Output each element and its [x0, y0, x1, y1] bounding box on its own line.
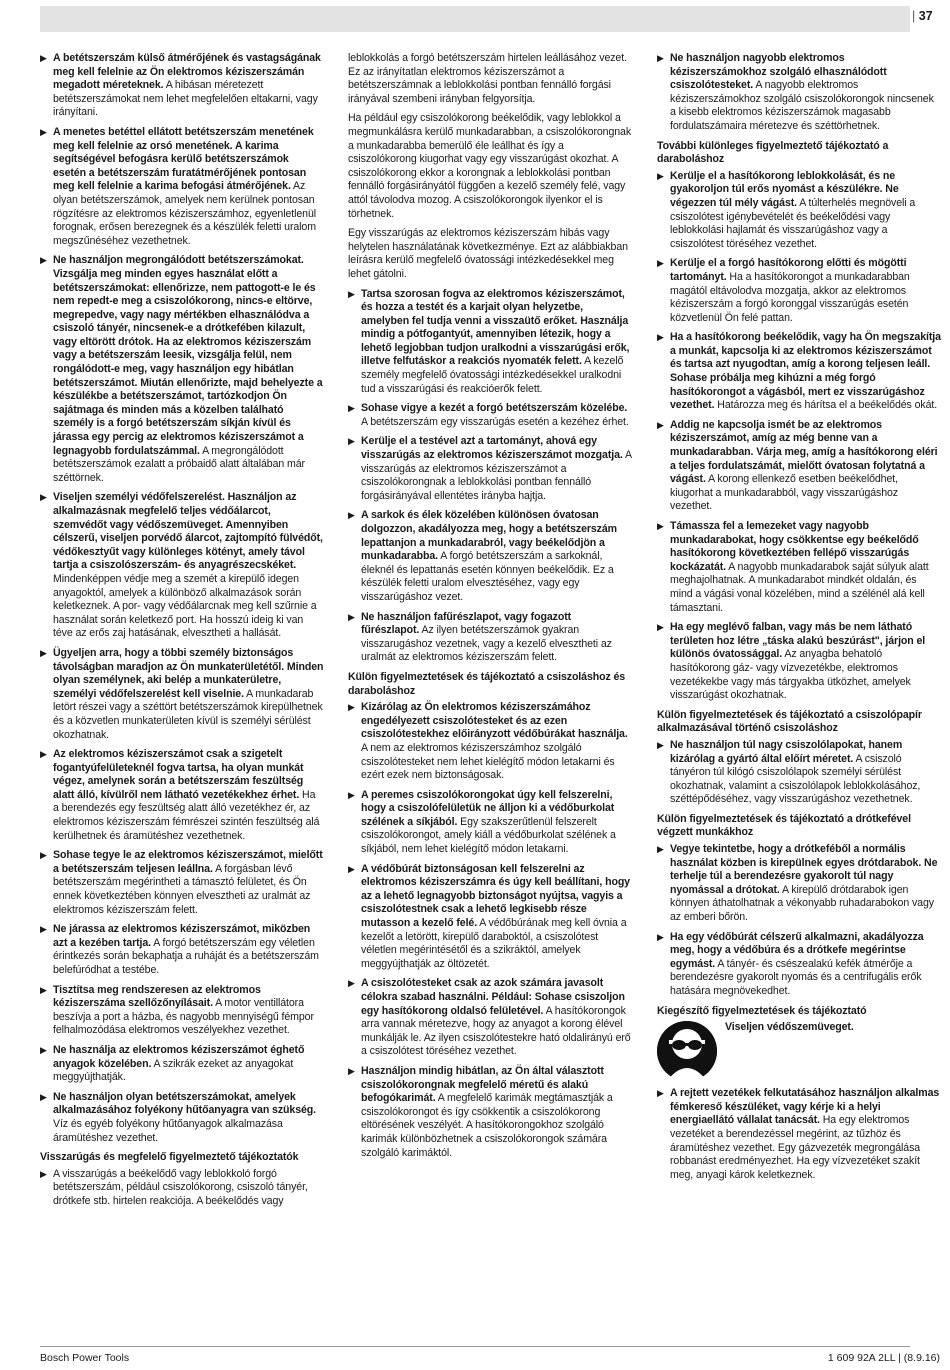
instruction-text: A forgó betétszerszám a sarkoknál, éleknél és lepattanás esetén könnyen beékelődik. Ez a készülék feletti uralom elvesztéséhez, vagy egy visszarúgáshoz vezet.: [361, 550, 614, 603]
triangle-bullet-icon: ▶: [657, 931, 664, 942]
instruction-text: A visszarúgás az elektromos kéziszerszámot a csiszolókorongnak a leblokkolási pontban fennálló forgásirányával ellentétes irányba hajtja.: [361, 449, 632, 502]
triangle-bullet-icon: ▶: [40, 984, 47, 995]
safety-instruction: [40, 1044, 324, 1085]
safety-instruction: [348, 1065, 632, 1160]
triangle-bullet-icon: ▶: [657, 419, 664, 430]
safety-instruction: [657, 52, 941, 134]
triangle-bullet-icon: ▶: [40, 647, 47, 658]
instruction-text: Ha egy elektromos vezetéket a berendezéssel megérint, az tűzhöz és áramütéshez vezethet. Egy gázvezeték megrongálása robbanást eredményezhet. Ha egy vízvezetéket szakít meg, anyagi károk keletkeznek.: [670, 1114, 921, 1181]
triangle-bullet-icon: ▶: [40, 1091, 47, 1102]
instruction-text: Az anyagba behatoló hasítókorong gáz- vagy vízvezetékbe, elektromos vezetékekbe vagy más tárgyakba ütközhet, amelyek visszarúgást okozhatnak.: [670, 648, 911, 702]
triangle-bullet-icon: ▶: [40, 1168, 47, 1179]
triangle-bullet-icon: ▶: [40, 492, 47, 503]
column-1: [40, 52, 324, 1215]
instruction-text: A tányér- és csészealakú kefék átmérője a berendezésre gyakorolt nyomás és a centrifugális erők hatására megnövekedhet.: [670, 957, 922, 997]
instruction-text: Mindenképpen védje meg a szemét a kirepülő idegen anyagoktól, amelyek a különböző alkalmazások során keletkeznek. A por- vagy védőálarcnak meg kell szűrnie a használat során keletkező port. Ha hosszú ideig ki van téve az erős zaj hatásának, elvesztheti a hallását.: [53, 572, 317, 640]
instruction-bold-text: Ha a hasítókorong beékelődik, vagy ha Ön megszakítja a munkát, kapcsolja ki az elektromos kéziszerszámot és tartsa azt nyugodtan, amíg a korong teljesen leáll. Sohase próbálja meg kihúzni a még forgó hasítókorongot a vágásból, mert ez visszarúgáshoz vezethet.: [670, 331, 941, 412]
instruction-text: A megrongálódott betétszerszámok ezalatt a próbaidő alatt általában már széttörnek.: [53, 444, 305, 484]
instruction-bold-text: Kizárólag az Ön elektromos kéziszerszámához engedélyezett csiszolótesteket és az ezen csiszolótestekhez előirányzott védőbúrákat használja.: [361, 701, 628, 741]
instruction-bold-text: A rejtett vezetékek felkutatásához használjon alkalmas fémkereső készüléket, vagy kérje ki a helyi energiaellátó vállalat tanácsát.: [670, 1087, 940, 1127]
safety-instruction: [657, 1087, 941, 1182]
safety-instruction: [40, 984, 324, 1038]
triangle-bullet-icon: ▶: [348, 1065, 355, 1076]
instruction-text: Határozza meg és hárítsa el a beékelődés okát.: [714, 399, 938, 412]
safety-instruction: [657, 170, 941, 252]
instruction-text: A visszarúgás a beékelődő vagy leblokkoló forgó betétszerszám, például csiszolókorong, csiszoló tányér, drótkefe stb. hirtelen reakciója. A beékelődés vagy: [53, 1167, 308, 1207]
instruction-text: Ha a berendezés egy feszültség alatt álló vezetékhez ér, az elektromos kéziszerszám fémrészei szintén feszültség alá kerülhetnek és áramütéshez vezethetnek.: [53, 788, 320, 842]
triangle-bullet-icon: ▶: [657, 844, 664, 855]
triangle-bullet-icon: ▶: [40, 850, 47, 861]
triangle-bullet-icon: ▶: [40, 255, 47, 266]
safety-instruction: [348, 611, 632, 665]
instruction-bold-text: Ne használja az elektromos kéziszerszámot éghető anyagok közelében.: [53, 1043, 305, 1070]
instruction-text: A forgó betétszerszám egy véletlen érintkezés során bekaphatja a ruháját és a betétszerszám belefúródhat a testébe.: [53, 936, 319, 976]
instruction-bold-text: A peremes csiszolókorongokat úgy kell felszerelni, hogy a csiszolófelületük ne álljon ki a védőburkolat szélének a síkjából.: [361, 788, 615, 828]
triangle-bullet-icon: ▶: [348, 611, 355, 622]
triangle-bullet-icon: ▶: [657, 739, 664, 750]
triangle-bullet-icon: ▶: [657, 170, 664, 181]
instruction-text: A betétszerszám egy visszarúgás esetén a kezéhez érhet.: [361, 415, 629, 428]
safety-instruction: [40, 849, 324, 917]
instruction-text: A motor ventillátora beszívja a port a házba, és nagyobb mennyiségű fémpor felhalmozódása elektromos veszélyekhez vezethet.: [53, 997, 314, 1037]
triangle-bullet-icon: ▶: [348, 863, 355, 874]
instruction-bold-text: Ha egy védőbúrát célszerű alkalmazni, akadályozza meg, hogy a védőbúra és a drótkefe megérintse egymást.: [670, 930, 924, 970]
section-heading: Külön figyelmeztetések és tájékoztató a csiszoláshoz és daraboláshoz: [348, 670, 626, 697]
safety-instruction: [657, 739, 941, 807]
safety-instruction: [657, 931, 941, 999]
header-bar: [40, 6, 910, 32]
triangle-bullet-icon: ▶: [348, 510, 355, 521]
instruction-bold-text: Ne használjon fafűrészlapot, vagy fogazott fűrészlapot.: [361, 610, 572, 637]
instruction-text: A nagyobb munkadarabok saját súlyuk alatt meghajolhatnak. A munkadarabot mindkét oldalán, és mind a vágási vonal közelében, mind a szélénél alá kell támasztani.: [670, 560, 929, 614]
instruction-bold-text: Kerülje el a forgó hasítókorong előtti és mögötti tartományt.: [670, 257, 907, 283]
instruction-text: A megfelelő karimák megtámasztják a csiszolókorongot és így csökkentik a csiszolókorong eltörésének veszélyét. A hasítókorongokhoz szolgáló karimák különbözhetnek a csiszolókorongok számára szolgáló karimáktól.: [361, 1092, 613, 1159]
safety-instruction: [348, 701, 632, 783]
safety-instruction: [40, 254, 324, 485]
instruction-bold-text: A csiszolótesteket csak az azok számára javasolt célokra szabad használni. Például: Sohase csiszoljon egy hasítókorong oldalsó felületével.: [361, 977, 625, 1017]
safety-instruction: [348, 863, 632, 972]
instruction-bold-text: Tartsa szorosan fogva az elektromos kéziszerszámot, és hozza a testét és a karjait olyan helyzetbe, amelyben fel tudja venni a visszaütő erőket. Használja mindig a pótfogantyút, amennyiben létezik, hogy a lehető legjobban tudjon uralkodni a visszarúgási erők, illetve felfutáskor a reakciós nyomaték felett.: [361, 287, 630, 368]
triangle-bullet-icon: ▶: [348, 789, 355, 800]
instruction-bold-text: Sohase vigye a kezét a forgó betétszerszám közelébe.: [361, 402, 628, 415]
instruction-text: A nagyobb elektromos kéziszerszámokhoz szolgáló csiszolókorongok nincsenek a kisebb elektromos kéziszerszámok magasabb fordulatszámaira méretezve és széttörhetnek.: [670, 79, 934, 132]
footer-divider: [40, 1346, 910, 1347]
section-heading: Visszarúgás és megfelelő figyelmeztető tájékoztatók: [40, 1151, 299, 1164]
safety-instruction: [657, 621, 941, 703]
instruction-bold-text: Ne használjon megrongálódott betétszerszámokat. Vizsgálja meg minden egyes használat előtt a betétszerszámokat: ellenőrizze, nem pattogott-e le és nem repedt-e meg a csiszolókorong, nincs-e eltörve, megrepedve, vagy nagy mértékben elhasználódva a csiszoló tányér, nincsenek-e a drótkefében kilazult, vagy eltörött drótok. Ha az elektromos kéziszerszám vagy a betétszerszám leesik, vizsgálja felül, nem rongálódott-e meg, vagy használjon egy hibátlan betétszerszámot. Miután ellenőrizte, majd behelyezte a készülékbe a betétszerszámot, tartózkodjon Ön sajátmaga és minden más a közelben található személy is a forgó betétszerszám síkján kívül és járassa egy percig az elektromos kéziszerszámot a legnagyobb fordulatszámmal.: [53, 254, 323, 457]
triangle-bullet-icon: ▶: [40, 1044, 47, 1055]
triangle-bullet-icon: ▶: [657, 53, 664, 63]
instruction-bold-text: Ügyeljen arra, hogy a többi személy biztonságos távolságban maradjon az Ön munkaterületétől. Minden olyan személynek, aki belép a munkaterületre, személyi védőfelszerelést kell viselnie.: [53, 646, 324, 700]
safety-instruction: [657, 419, 941, 514]
triangle-bullet-icon: ▶: [348, 978, 355, 989]
triangle-bullet-icon: ▶: [348, 403, 355, 414]
instruction-bold-text: Ha egy meglévő falban, vagy más be nem látható területen hoz létre „táska alakú beszúrást", járjon el különös óvatossággal.: [670, 621, 926, 661]
goggles-warning-text: Viseljen védőszemüveget.: [725, 1021, 854, 1034]
instruction-bold-text: A sarkok és élek közelében különösen óvatosan dolgozzon, akadályozza meg, hogy a betétszerszám lepattanjon a munkadarabról, vagy beékelődjön a munkadarabba.: [361, 509, 617, 563]
triangle-bullet-icon: ▶: [657, 521, 664, 531]
instruction-text: A hasítókorongok arra vannak méretezve, hogy az anyagot a korong élével munkálják le. Az ilyen csiszolótestekre ható oldalirányú erő a csiszolótest töréséhez vezethet.: [361, 1004, 631, 1058]
instruction-text: Az ilyen betétszerszámok gyakran visszarugáshoz vezetnek, vagy a kezelő elvesztheti az uralmát az elektromos kéziszerszám felett.: [361, 624, 612, 664]
page-number: | 37: [912, 9, 933, 23]
triangle-bullet-icon: ▶: [657, 258, 664, 269]
instruction-text: Víz és egyéb folyékony hűtőanyagok alkalmazása áramütéshez vezethet.: [53, 1117, 283, 1144]
triangle-bullet-icon: ▶: [348, 288, 355, 299]
instruction-text: A védőbúrának meg kell óvnia a kezelőt a letörött, kirepülő daraboktól, a csiszolótest véletlen megérintésétől és a szikráktól, amelyek meggyújthatják az öltözetét.: [361, 917, 627, 970]
safety-instruction: [348, 288, 632, 397]
instruction-bold-text: Ne járassa az elektromos kéziszerszámot, miközben azt a kezében tartja.: [53, 923, 311, 949]
column-2: [348, 52, 632, 1166]
instruction-bold-text: Az elektromos kéziszerszámot csak a szigetelt fogantyúfelületeknél fogva tartsa, ha olyan munkát végez, amelynek során a betétszerszám feszültség alatt álló, kívülről nem látható vezetékekhez érhet.: [53, 748, 304, 801]
instruction-bold-text: A betétszerszám külső átmérőjének és vastagságának meg kell felelnie az Ön elektromos kéziszerszámán megadott méreteknek.: [53, 52, 321, 92]
safety-instruction: [657, 843, 941, 925]
paragraph: Ha például egy csiszolókorong beékelődik, vagy leblokkol a megmunkálásra kerülő munkadarabban, a csiszolókorongnak a munkadarabba bemerülő éle leállhat és így a csiszolókorong kiugorhat vagy egy visszarúgást okozhat. A csiszolókorong ekkor a korongnak a leblokkolási pontban fennálló forgásirányától függően a kezelő személy felé, vagy attól távolodva mozog. A csiszolókorongok ilyenkor el is törhetnek.: [348, 112, 632, 220]
safety-instruction: [40, 748, 324, 843]
instruction-bold-text: Addig ne kapcsolja ismét be az elektromos kéziszerszámot, amíg az még benne van a munkadarabban. Várja meg, amíg a hasítókorong eléri a teljes fordulatszámát, mielőtt óvatosan folytatná a vágást.: [670, 418, 938, 486]
safety-instruction: [348, 402, 632, 429]
safety-instruction: [40, 923, 324, 977]
footer-doc-code: 1 609 92A 2LL | (8.9.16): [827, 1352, 940, 1364]
instruction-bold-text: Vegye tekintetbe, hogy a drótkeféből a normális használat közben is kirepülnek egyes drótdarabok. Ne terhelje túl a berendezésre gyakorolt túl nagy nyomással a drótokat.: [670, 843, 938, 896]
safety-instruction: [348, 435, 632, 503]
paragraph: Egy visszarúgás az elektromos kéziszerszám hibás vagy helytelen használatának következménye. Ezt az alábbiakban leírásra kerülő megfelelő óvatossági intézkedésekkel meg lehet gátolni.: [348, 227, 628, 280]
triangle-bullet-icon: ▶: [40, 749, 47, 760]
instruction-bold-text: Használjon mindig hibátlan, az Ön által választott csiszolókorongnak megfelelő méretű és alakú befogókarimát.: [361, 1064, 604, 1105]
safety-instruction: [40, 647, 324, 742]
safety-instruction: [348, 509, 632, 604]
safety-instruction: [40, 1091, 324, 1145]
safety-instruction: [348, 977, 632, 1059]
instruction-bold-text: Ne használjon túl nagy csiszolólapokat, hanem kizárólag a gyártó által előírt méretet.: [670, 738, 903, 765]
instruction-text: A kirepülő drótdarabok igen könnyen áthatolhatnak a vékonyabb ruhadarabokon vagy az emberi bőrön.: [670, 883, 934, 924]
section-heading: Külön figyelmeztetések és tájékoztató a csiszolópapír alkalmazásával történő csiszoláshoz: [657, 708, 922, 735]
triangle-bullet-icon: ▶: [657, 332, 664, 343]
safety-instruction: [657, 520, 941, 615]
safety-instruction: [348, 789, 632, 857]
safety-instruction: [40, 491, 324, 641]
safety-instruction: [657, 331, 941, 413]
instruction-bold-text: Ne használjon nagyobb elektromos kéziszerszámokhoz szolgáló elhasználódott csiszolótesteket.: [670, 52, 887, 92]
triangle-bullet-icon: ▶: [348, 436, 355, 447]
instruction-bold-text: Kerülje el a testével azt a tartományt, ahová egy visszarúgás az elektromos kéziszerszámot mozgatja.: [361, 435, 623, 462]
instruction-text: A munkadarab letört részei vagy a széttört betétszerszámok kirepülhetnek és a közvetlen munkaterületen kívül is személyi sérülést okozhatnak.: [53, 687, 323, 741]
safety-instruction: [657, 257, 941, 325]
instruction-text: A túlterhelés megnöveli a csiszolótest igénybevételét és beékelődési vagy leblokkolási hajlamát és visszarúgáshoz vagy a csiszolótest töréséhez vezethet.: [670, 196, 916, 250]
instruction-text: A nem az elektromos kéziszerszámhoz szolgáló csiszolótesteket nem lehet kielégítő módon letakarni és ezért ezek nem biztonságosak.: [361, 741, 615, 782]
instruction-bold-text: Ne használjon olyan betétszerszámokat, amelyek alkalmazásához folyékony hűtőanyagra van szükség.: [53, 1090, 316, 1117]
instruction-text: A korong ellenkező esetben beékelődhet, kiugorhat a munkadarabból, vagy visszarúgáshoz vezethet.: [670, 473, 899, 513]
instruction-text: A forgásban lévő betétszerszám megérintheti a támasztó felületet, és Ön ennek következtében könnyen elvesztheti az uralmát az elektromos kéziszerszám felett.: [53, 862, 311, 916]
instruction-bold-text: Sohase tegye le az elektromos kéziszerszámot, mielőtt a betétszerszám teljesen leállna.: [53, 849, 323, 875]
instruction-bold-text: Viseljen személyi védőfelszerelést. Használjon az alkalmazásnak megfelelő teljes védőálarcot, szemvédőt vagy védőszemüveget. Amennyiben célszerű, viseljen porvédő álarcot, zajtompító fülvédőt, védőkesztyűt vagy különleges kötényt, amely távol tartja a csiszolószerszám- és anyagrészecskéket.: [53, 491, 323, 572]
column-3: [657, 52, 941, 1188]
instruction-text: Ha a hasítókorongot a munkadarabban magától eltávolodva mozgatja, akkor az elektromos kéziszerszám a forgó koronggal visszarúgás esetén közvetlenül Ön felé pattan.: [670, 270, 910, 324]
instruction-text: Egy szakszerűtlenül felszerelt csiszolókorongot, amely kiáll a védőburkolat szélének a síkjából, nem lehet kielégítő módon letakarni.: [361, 815, 616, 856]
instruction-text: A hibásan méretezett betétszerszámokat nem lehet megfelelően eltakarni, vagy irányítani.: [53, 79, 318, 119]
instruction-bold-text: Tisztítsa meg rendszeresen az elektromos kéziszerszáma szellőzőnyílásait.: [53, 983, 261, 1010]
safety-instruction: [40, 1168, 324, 1209]
section-heading: Külön figyelmeztetések és tájékoztató a drótkefével végzett munkákhoz: [657, 812, 911, 839]
goggles-warning: [657, 1021, 941, 1081]
safety-instruction: [40, 52, 324, 120]
section-heading: További különleges figyelmeztető tájékoztató a daraboláshoz: [657, 139, 889, 166]
instruction-text: A szikrák ezeket az anyagokat meggyújthatják.: [53, 1057, 294, 1084]
triangle-bullet-icon: ▶: [40, 53, 47, 63]
instruction-bold-text: Kerülje el a hasítókorong leblokkolását, és ne gyakoroljon túl erős nyomást a készülékre. Ne végezzen túl mély vágást.: [670, 169, 899, 209]
triangle-bullet-icon: ▶: [40, 126, 47, 137]
triangle-bullet-icon: ▶: [348, 702, 355, 713]
triangle-bullet-icon: ▶: [657, 1088, 664, 1099]
instruction-bold-text: A menetes betéttel ellátott betétszerszám menetének meg kell felelnie az orsó menetének. A karima segítségével befogásra kerülő betétszerszámok esetén a betétszerszám furatátmérőjének pontosan meg kell felelnie a karima befogási átmérőjének.: [53, 125, 314, 193]
instruction-text: A csiszoló tányéron túl kilógó csiszolólapok személyi sérülést okozhatnak, valamint a csiszolólapok leblokkolásához, széttépődéséhez, vagy visszarúgáshoz vezethetnek.: [670, 752, 921, 806]
safety-goggles-icon: [657, 1021, 717, 1081]
footer-brand: Bosch Power Tools: [40, 1352, 130, 1364]
instruction-bold-text: Támassza fel a lemezeket vagy nagyobb munkadarabokat, hogy csökkentse egy beékelődő hasítókorong következtében fellépő visszarúgás kockázatát.: [670, 520, 919, 573]
paragraph: leblokkolás a forgó betétszerszám hirtelen leállásához vezet. Ez az irányítatlan elektromos kéziszerszámot a betétszerszámnak a leblokkolási pontban fennálló forgási irányával szembeni irányban felgyorsítja.: [348, 52, 627, 105]
instruction-bold-text: A védőbúrát biztonságosan kell felszerelni az elektromos kéziszerszámra és úgy kell beállítani, hogy az a lehető legnagyobb biztonságot nyújtsa, vagyis a csiszolótestnek csak a lehető legkisebb része mutasson a kezelő felé.: [361, 862, 630, 930]
section-heading: Kiegészítő figyelmeztetések és tájékoztató: [657, 1004, 867, 1017]
triangle-bullet-icon: ▶: [657, 622, 664, 633]
safety-instruction: [40, 126, 324, 248]
instruction-text: Az olyan betétszerszámok, amelyek nem kerülnek pontosan rögzítésre az elektromos kéziszerszámhoz, egyenletlenül forognak, erősen berezegnek és a készülék feletti uralom megszűnéséhez vezethetnek.: [53, 180, 316, 247]
triangle-bullet-icon: ▶: [40, 924, 47, 935]
instruction-text: A kezelő személy megfelelő óvatossági intézkedésekkel uralkodni tud a visszarúgási és reakcióerők felett.: [361, 355, 624, 395]
